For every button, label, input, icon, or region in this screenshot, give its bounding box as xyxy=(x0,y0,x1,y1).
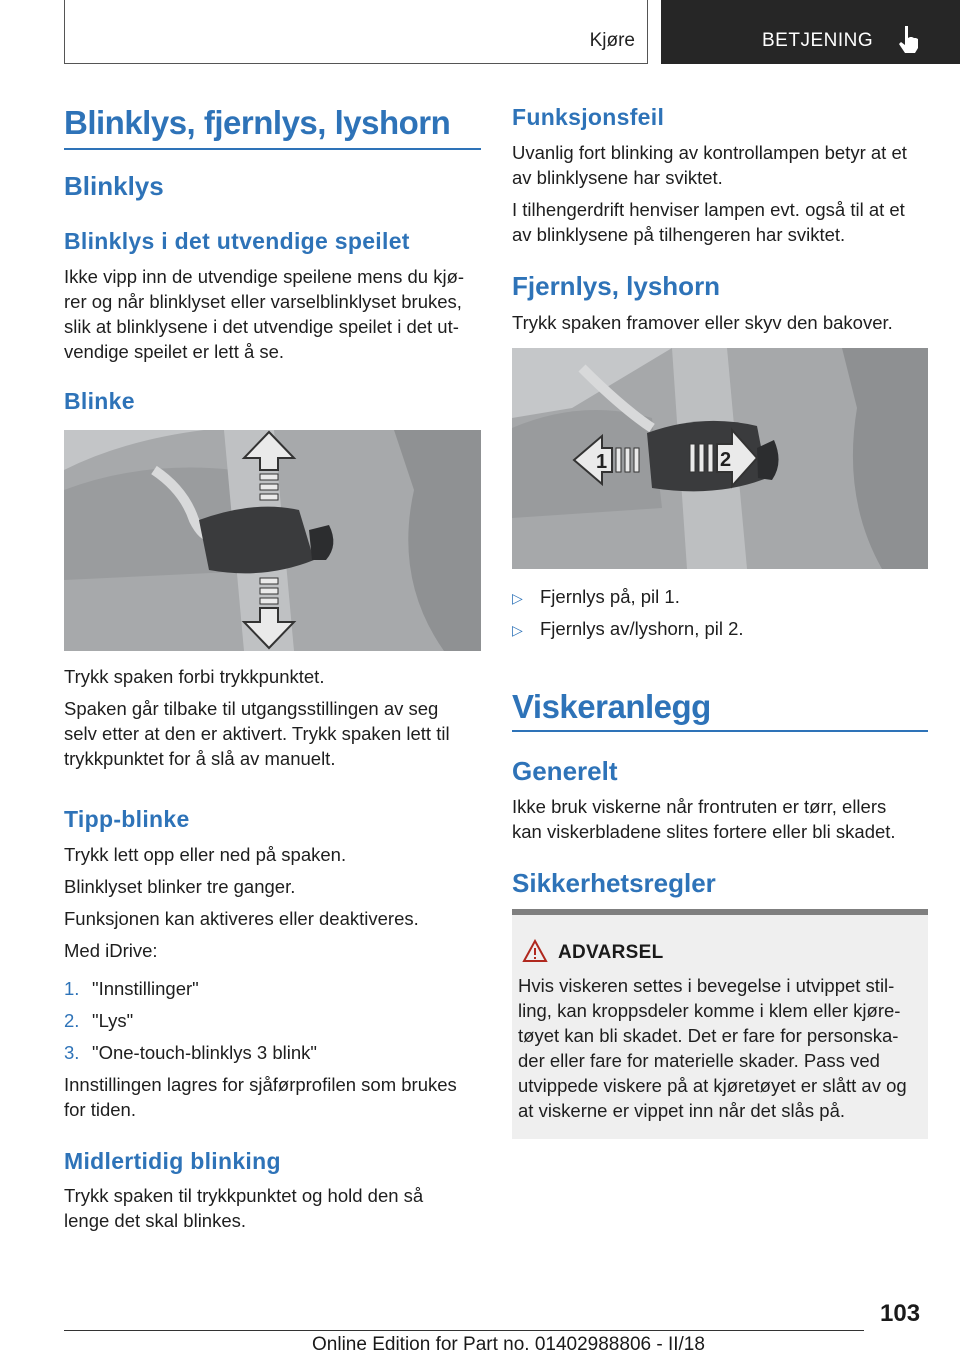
step-number: 2. xyxy=(64,1010,80,1031)
text-line: kan viskerbladene slites fortere eller bli skadet. xyxy=(512,821,896,842)
arrow-1-label: 1 xyxy=(596,451,608,473)
heading-fjernlys: Fjernlys, lyshorn xyxy=(512,271,721,301)
step-text: "Lys" xyxy=(92,1010,134,1031)
text-line: Ikke vipp inn de utvendige speilene mens du kjø‐ xyxy=(64,266,465,287)
text-line: lenge det skal blinkes. xyxy=(64,1210,247,1231)
text-line: av blinklysene har sviktet. xyxy=(512,167,723,188)
title-rule xyxy=(64,148,481,150)
text-line: vendige speilet er lett å se. xyxy=(64,341,285,362)
text-line: Innstillingen lagres for sjåførprofilen som brukes xyxy=(64,1074,457,1095)
heading-sikkerhetsregler: Sikkerhetsregler xyxy=(512,868,716,898)
high-beam-lever-image xyxy=(512,348,928,569)
text-line: slik at blinklysene i det utvendige speilet i det ut‐ xyxy=(64,316,459,337)
generelt-paragraph xyxy=(512,794,932,844)
step-number: 3. xyxy=(64,1042,80,1063)
bullet-triangle-icon: ▷ xyxy=(512,622,523,638)
step-number: 1. xyxy=(64,978,80,999)
step-text: "Innstillinger" xyxy=(92,978,199,999)
text-line: selv etter at den er aktivert. Trykk spaken lett til xyxy=(64,723,450,744)
heading-funksjonsfeil: Funksjonsfeil xyxy=(512,104,665,130)
heading-blinke: Blinke xyxy=(64,388,135,414)
turn-signal-lever-image xyxy=(64,430,481,651)
footer-rule xyxy=(64,1330,864,1331)
tipp-p5 xyxy=(64,1072,484,1122)
header-section-label: Kjøre xyxy=(589,30,635,51)
left-column xyxy=(64,104,481,142)
section-rule xyxy=(512,730,928,732)
warning-box xyxy=(512,909,928,1139)
fjern-p1: Trykk spaken framover eller skyv den bakover. xyxy=(512,312,893,333)
list-item xyxy=(64,1040,481,1072)
warning-triangle-icon xyxy=(522,939,548,963)
text-line: Trykk spaken til trykkpunktet og hold den så xyxy=(64,1185,424,1206)
list-item xyxy=(512,584,928,616)
header-chapter-label: BETJENING xyxy=(762,30,874,51)
header-chapter-box xyxy=(661,0,960,64)
tipp-p3: Funksjonen kan aktiveres eller deaktiveres. xyxy=(64,908,419,929)
text-line: I tilhengerdrift henviser lampen evt. også til at et xyxy=(512,199,905,220)
list-item xyxy=(512,616,928,648)
hand-pointer-icon xyxy=(897,24,923,54)
funk-p2 xyxy=(512,197,932,247)
text-line: at viskerne er vippet inn når det slås på. xyxy=(518,1100,846,1121)
text-line: Uvanlig fort blinking av kontrollampen betyr at et xyxy=(512,142,907,163)
tipp-p1: Trykk lett opp eller ned på spaken. xyxy=(64,844,347,865)
page-title: Blinklys, fjernlys, lyshorn xyxy=(64,104,451,141)
footer-edition: Online Edition for Part no. 01402988806 - II/18 xyxy=(312,1334,705,1355)
heading-speilet: Blinklys i det utvendige speilet xyxy=(64,228,410,254)
list-item xyxy=(64,976,481,1008)
funk-p1 xyxy=(512,140,932,190)
text-line: trykkpunktet for å slå av manuelt. xyxy=(64,748,336,769)
tipp-p2: Blinklyset blinker tre ganger. xyxy=(64,876,296,897)
bullet-triangle-icon: ▷ xyxy=(512,590,523,606)
blinke-p2 xyxy=(64,696,484,771)
blinke-p1: Trykk spaken forbi trykkpunktet. xyxy=(64,666,325,687)
bullet-text: Fjernlys av/lyshorn, pil 2. xyxy=(540,618,744,639)
text-line: for tiden. xyxy=(64,1099,136,1120)
list-item xyxy=(64,1008,481,1040)
text-line: ling, kan kroppsdeler komme i klem eller kjøre‐ xyxy=(518,1000,901,1021)
bullet-text: Fjernlys på, pil 1. xyxy=(540,586,680,607)
tipp-p4: Med iDrive: xyxy=(64,940,158,961)
heading-blinklys: Blinklys xyxy=(64,171,164,201)
text-line: av blinklysene på tilhengeren har sviktet. xyxy=(512,224,846,245)
arrow-2-label: 2 xyxy=(720,449,732,471)
text-line: Spaken går tilbake til utgangsstillingen av seg xyxy=(64,698,439,719)
header-section-box xyxy=(64,0,648,64)
text-line: rer og når blinklyset eller varselblinklyset brukes, xyxy=(64,291,462,312)
heading-tipp: Tipp-blinke xyxy=(64,806,190,832)
steps-list xyxy=(64,976,481,1072)
warning-title: ADVARSEL xyxy=(558,942,664,963)
text-line: Ikke bruk viskerne når frontruten er tørr, ellers xyxy=(512,796,887,817)
fjern-bullets xyxy=(512,584,928,648)
step-text: "One-touch-blinklys 3 blink" xyxy=(92,1042,317,1063)
heading-midlertidig: Midlertidig blinking xyxy=(64,1148,281,1174)
section-title-viskeranlegg: Viskeranlegg xyxy=(512,688,711,725)
text-line: Hvis viskeren settes i bevegelse i utvippet stil‐ xyxy=(518,975,895,996)
speilet-paragraph xyxy=(64,264,484,364)
midl-paragraph xyxy=(64,1183,484,1233)
text-line: utvippede viskere på at kjøretøyet er slått av og xyxy=(518,1075,907,1096)
warning-text xyxy=(518,973,928,1123)
text-line: der eller fare for materielle skader. Pass ved xyxy=(518,1050,880,1071)
heading-generelt: Generelt xyxy=(512,756,618,786)
page-number: 103 xyxy=(880,1300,921,1327)
text-line: tøyet kan bli skadet. Det er fare for personska‐ xyxy=(518,1025,899,1046)
